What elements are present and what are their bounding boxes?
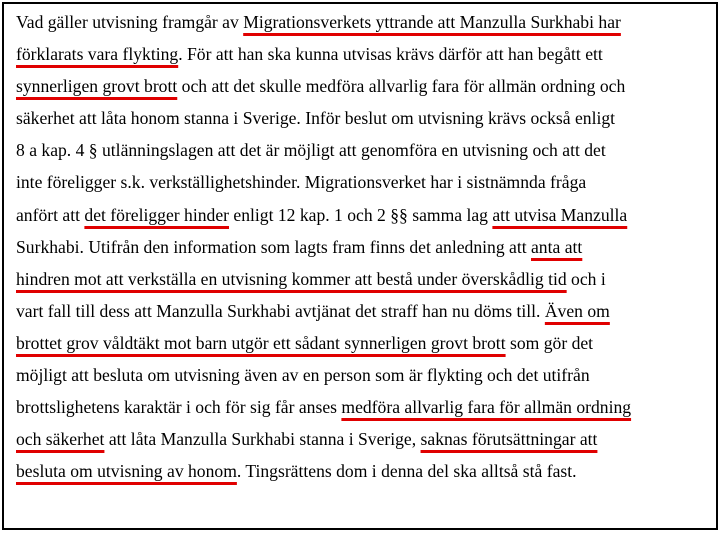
- highlighted-phrase: synnerligen grovt brott: [16, 76, 178, 97]
- text-line: [16, 70, 716, 102]
- text-segment: möjligt att besluta om utvisning även av en person som är flykting och det utifrån: [16, 365, 590, 386]
- highlighted-phrase: det föreligger hinder: [84, 204, 229, 225]
- text-segment: och i: [566, 268, 606, 289]
- highlighted-phrase: besluta om utvisning av honom: [16, 461, 237, 482]
- text-segment: vart fall till dess att Manzulla Surkhabi avtjänat det straff han nu döms till.: [16, 300, 545, 321]
- text-line: [16, 166, 716, 198]
- text-line: [16, 327, 716, 359]
- text-segment: . För att han ska kunna utvisas krävs därför att han begått ett: [178, 44, 603, 65]
- highlighted-phrase: att utvisa Manzulla: [492, 204, 628, 225]
- text-line: [16, 359, 716, 391]
- highlighted-phrase: brottet grov våldtäkt mot barn utgör ett sådant synnerligen grovt brott: [16, 332, 506, 353]
- highlighted-phrase: saknas förutsättningar att: [420, 429, 598, 450]
- highlighted-phrase: Även om: [544, 300, 610, 321]
- text-line: [16, 38, 716, 70]
- text-segment: inte föreligger s.k. verkställighetshinder. Migrationsverket har i sistnämnda fråga: [16, 172, 587, 193]
- text-line: [16, 231, 716, 263]
- text-segment: brottslighetens karaktär i och för sig får anses: [16, 397, 342, 418]
- text-line: [16, 134, 716, 166]
- text-line: [16, 455, 716, 487]
- text-segment: 8 a kap. 4 § utlänningslagen att det är möjligt att genomföra en utvisning och att det: [16, 140, 606, 161]
- text-segment: anfört att: [16, 204, 85, 225]
- text-line: [16, 199, 716, 231]
- highlighted-phrase: medföra allvarlig fara för allmän ordning: [341, 397, 632, 418]
- text-line: [16, 6, 716, 38]
- text-segment: enligt 12 kap. 1 och 2 §§ samma lag: [229, 204, 493, 225]
- text-line: [16, 102, 716, 134]
- text-line: [16, 391, 716, 423]
- highlighted-phrase: hindren mot att verkställa en utvisning kommer att bestå under överskådlig tid: [16, 268, 567, 289]
- highlighted-phrase: Migrationsverkets yttrande att Manzulla Surkhabi har: [243, 12, 621, 32]
- text-line: [16, 423, 716, 455]
- highlighted-phrase: och säkerhet: [16, 429, 105, 450]
- text-line: [16, 295, 716, 327]
- text-segment: Vad gäller utvisning framgår av: [16, 12, 244, 32]
- text-line: [16, 263, 716, 295]
- text-segment: Surkhabi. Utifrån den information som lagts fram finns det anledning att: [16, 236, 531, 257]
- text-segment: . Tingsrättens dom i denna del ska alltså stå fast.: [236, 461, 577, 482]
- highlighted-phrase: förklarats vara flykting: [16, 44, 179, 65]
- text-segment: att låta Manzulla Surkhabi stanna i Sverige,: [104, 429, 421, 450]
- highlighted-phrase: anta att: [531, 236, 583, 257]
- text-segment: säkerhet att låta honom stanna i Sverige. Inför beslut om utvisning krävs också enligt: [16, 108, 616, 129]
- text-segment: som gör det: [505, 332, 594, 353]
- text-segment: och att det skulle medföra allvarlig fara för allmän ordning och: [177, 76, 626, 97]
- document-text: [16, 6, 716, 487]
